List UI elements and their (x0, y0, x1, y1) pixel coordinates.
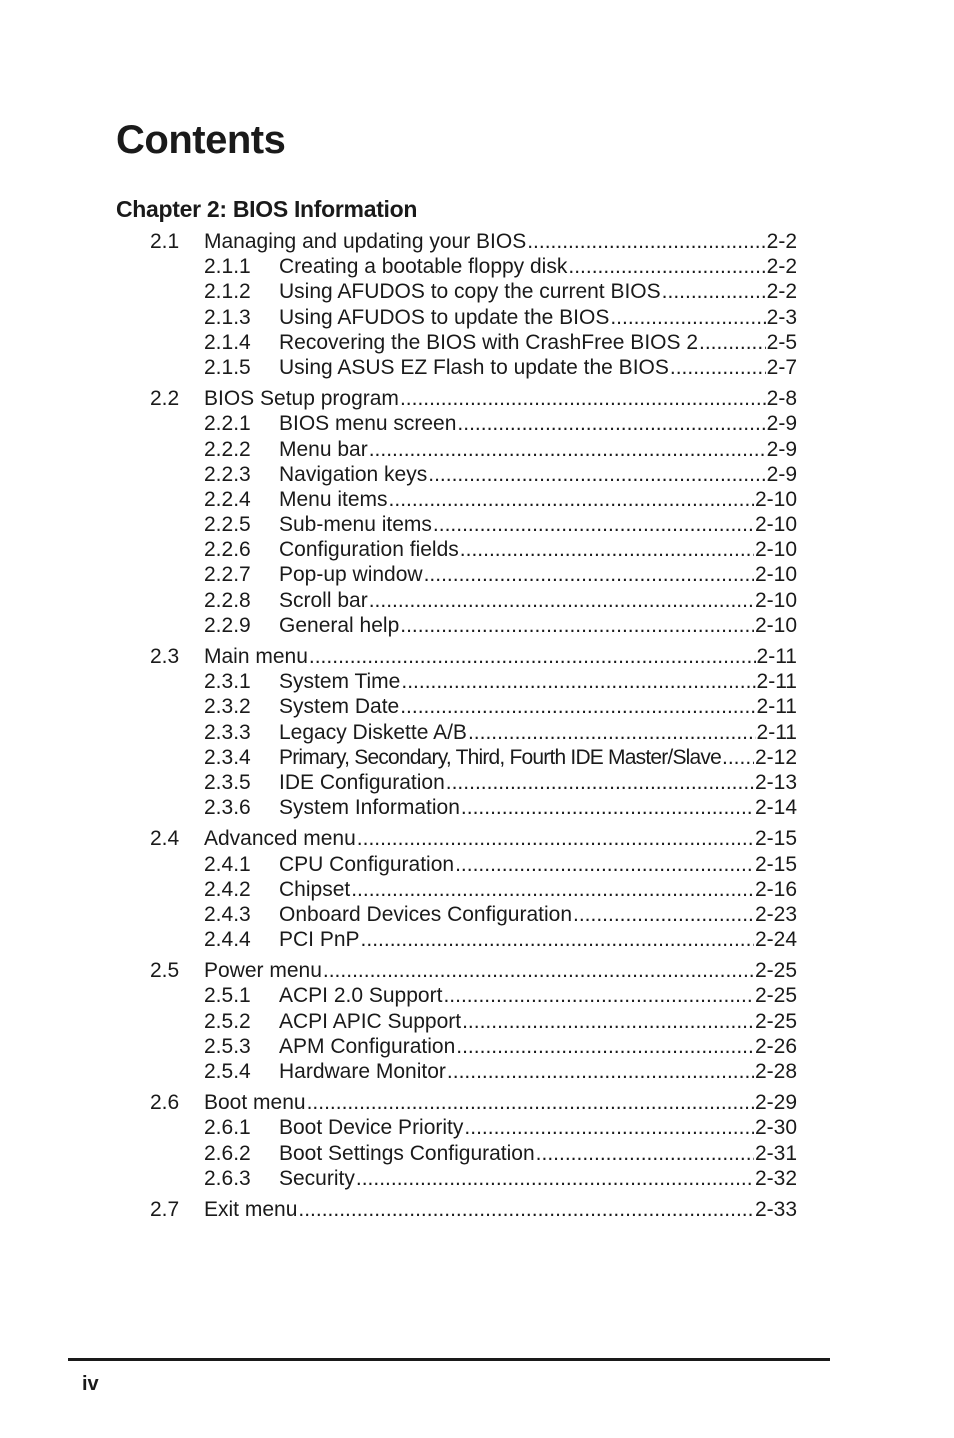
toc-entry-line (279, 462, 797, 487)
toc-subsection-entry[interactable] (0, 795, 954, 820)
toc-subsection-entry[interactable] (0, 852, 954, 877)
toc-entry-line (279, 279, 797, 304)
toc-page-ref: 2-24 (754, 928, 797, 952)
toc-number: 2.3 (150, 645, 180, 668)
toc-label: Primary, Secondary, Third, Fourth IDE Master/Slave (279, 745, 721, 769)
dot-leader (462, 1009, 754, 1034)
toc-subsection-entry[interactable] (0, 588, 954, 613)
toc-entry-line (279, 1059, 797, 1084)
toc-entry-line (279, 254, 797, 279)
toc-label: Main menu (204, 645, 308, 668)
toc-label: Using AFUDOS to copy the current BIOS (279, 280, 661, 304)
toc-number: 2.5.3 (204, 1034, 251, 1058)
toc-label: Legacy Diskette A/B (279, 720, 467, 744)
toc-number: 2.2.5 (204, 513, 251, 537)
toc-label: BIOS Setup program (204, 387, 399, 411)
toc-number: 2.2.2 (204, 437, 251, 461)
toc-subsection-entry[interactable] (0, 770, 954, 795)
toc-section-group (0, 386, 954, 638)
toc-entry-line (279, 694, 797, 719)
toc-entry-line (279, 902, 797, 927)
toc-entry-line (204, 1090, 797, 1115)
toc-page-ref: 2-30 (754, 1116, 797, 1140)
toc-label: Exit menu (204, 1197, 298, 1221)
toc-entry-line (279, 1115, 797, 1140)
dot-leader (361, 927, 754, 952)
toc-subsection-entry[interactable] (0, 512, 954, 537)
toc-subsection-entry[interactable] (0, 902, 954, 927)
toc-entry-line (279, 512, 797, 537)
toc-page-ref: 2-15 (754, 852, 797, 876)
dot-leader (424, 562, 754, 587)
toc-page-ref: 2-12 (754, 745, 797, 769)
toc-number: 2.2.1 (204, 412, 251, 436)
dot-leader (400, 694, 755, 719)
dot-leader (699, 330, 766, 355)
dot-leader (357, 826, 754, 851)
toc-subsection-entry[interactable] (0, 487, 954, 512)
toc-entry-line (279, 795, 797, 820)
toc-entry-line (279, 613, 797, 638)
toc-subsection-entry[interactable] (0, 279, 954, 304)
toc-subsection-entry[interactable] (0, 694, 954, 719)
toc-label: Advanced menu (204, 827, 356, 851)
toc-section-entry[interactable] (0, 229, 954, 254)
toc-page-ref: 2-2 (766, 280, 797, 304)
dot-leader (460, 537, 754, 562)
chapter-heading: Chapter 2: BIOS Information (116, 196, 418, 222)
toc-number: 2.3.1 (204, 670, 251, 694)
toc-number: 2.5.2 (204, 1009, 251, 1033)
toc-entry-line (279, 927, 797, 952)
toc-page-ref: 2-9 (766, 462, 797, 486)
toc-entry-line (279, 720, 797, 745)
toc-number: 2.3.3 (204, 720, 251, 744)
toc-entry-line (279, 588, 797, 613)
toc-label: Menu items (279, 487, 388, 511)
toc-entry-line (279, 745, 797, 770)
dot-leader (670, 355, 766, 380)
footer-rule (68, 1358, 830, 1361)
toc-label: Using ASUS EZ Flash to update the BIOS (279, 355, 669, 379)
toc-entry-line (204, 958, 797, 983)
toc-number: 2.1 (150, 230, 180, 253)
toc-page-ref: 2-8 (766, 387, 797, 411)
toc-number: 2.2 (150, 387, 180, 411)
toc-subsection-entry[interactable] (0, 1034, 954, 1059)
toc-number: 2.6 (150, 1091, 180, 1115)
toc-label: System Information (279, 796, 460, 820)
toc-page-ref: 2-25 (754, 984, 797, 1008)
toc-page-ref: 2-10 (754, 613, 797, 637)
toc-number: 2.1.4 (204, 330, 251, 354)
toc-subsection-entry[interactable] (0, 613, 954, 638)
toc-page-ref: 2-32 (754, 1166, 797, 1190)
toc-label: APM Configuration (279, 1034, 456, 1058)
toc-page-ref: 2-10 (754, 563, 797, 587)
toc-entry-line (279, 487, 797, 512)
toc-page-ref: 2-26 (754, 1034, 797, 1058)
dot-leader (446, 770, 754, 795)
toc-section-group (0, 958, 954, 1084)
toc-subsection-entry[interactable] (0, 305, 954, 330)
toc-number: 2.4.1 (204, 852, 251, 876)
dot-leader (610, 305, 765, 330)
dot-leader (461, 795, 754, 820)
toc-page-ref: 2-10 (754, 588, 797, 612)
toc-subsection-entry[interactable] (0, 1115, 954, 1140)
dot-leader (351, 877, 754, 902)
toc-page-ref: 2-13 (754, 770, 797, 794)
toc-page-ref: 2-11 (756, 695, 797, 719)
toc-subsection-entry[interactable] (0, 562, 954, 587)
toc-subsection-entry[interactable] (0, 254, 954, 279)
toc-subsection-entry[interactable] (0, 1166, 954, 1191)
toc-subsection-entry[interactable] (0, 720, 954, 745)
toc-entry-line (204, 644, 797, 669)
toc-number: 2.3.2 (204, 695, 251, 719)
toc-number: 2.3.4 (204, 745, 251, 769)
toc-subsection-entry[interactable] (0, 983, 954, 1008)
toc-number: 2.4.3 (204, 902, 251, 926)
toc-entry-line (279, 411, 797, 436)
toc-number: 2.3.5 (204, 770, 251, 794)
toc-section-group (0, 229, 954, 380)
toc-page-ref: 2-29 (754, 1091, 797, 1115)
toc-section-entry[interactable] (0, 1197, 954, 1222)
toc-number: 2.5 (150, 959, 180, 983)
toc-page-ref: 2-2 (766, 255, 797, 279)
dot-leader (401, 669, 755, 694)
toc-page-ref: 2-7 (766, 355, 797, 379)
toc-number: 2.7 (150, 1197, 180, 1221)
toc-page-ref: 2-11 (756, 670, 797, 694)
toc-number: 2.1.5 (204, 355, 251, 379)
toc-label: Hardware Monitor (279, 1060, 446, 1083)
toc-page-ref: 2-10 (754, 513, 797, 537)
toc-subsection-entry[interactable] (0, 669, 954, 694)
toc-page-ref: 2-25 (754, 959, 797, 983)
dot-leader (568, 254, 765, 279)
dot-leader (447, 1059, 754, 1084)
toc-entry-line (279, 669, 797, 694)
dot-leader (369, 588, 754, 613)
toc-entry-line (279, 1166, 797, 1191)
toc-subsection-entry[interactable] (0, 411, 954, 436)
dot-leader (400, 613, 754, 638)
dot-leader (457, 411, 765, 436)
toc-section-group (0, 826, 954, 952)
dot-leader (443, 983, 754, 1008)
toc-label: Using AFUDOS to update the BIOS (279, 305, 610, 329)
toc-page-ref: 2-14 (754, 796, 797, 820)
toc-entry-line (279, 983, 797, 1008)
dot-leader (307, 1090, 754, 1115)
toc-entry-line (279, 437, 797, 462)
toc-label: Security (279, 1166, 355, 1190)
toc-label: CPU Configuration (279, 852, 455, 876)
toc-entry-line (279, 305, 797, 330)
toc-entry-line (279, 355, 797, 380)
toc-subsection-entry[interactable] (0, 1009, 954, 1034)
toc-page-ref: 2-33 (754, 1197, 797, 1221)
toc-number: 2.2.4 (204, 487, 251, 511)
toc-section-group (0, 644, 954, 820)
dot-leader (433, 512, 754, 537)
toc-label: Managing and updating your BIOS (204, 230, 527, 253)
toc-subsection-entry[interactable] (0, 927, 954, 952)
toc-label: Pop-up window (279, 563, 423, 587)
toc-label: ACPI 2.0 Support (279, 984, 443, 1008)
toc-number: 2.3.6 (204, 796, 251, 820)
toc-entry-line (279, 537, 797, 562)
toc-label: System Date (279, 695, 400, 719)
toc-number: 2.1.3 (204, 305, 251, 329)
toc-section-group (0, 1090, 954, 1191)
dot-leader (428, 462, 765, 487)
toc-page-ref: 2-23 (754, 902, 797, 926)
toc-number: 2.4 (150, 827, 180, 851)
toc-subsection-entry[interactable] (0, 355, 954, 380)
page-title: Contents (116, 118, 286, 162)
toc-page-ref: 2-2 (766, 230, 797, 253)
toc-label: Boot menu (204, 1091, 306, 1115)
toc-section-entry[interactable] (0, 1090, 954, 1115)
toc-label: Configuration fields (279, 538, 459, 562)
toc-entry-line (204, 826, 797, 851)
dot-leader (722, 745, 754, 770)
toc-entry-line (279, 1034, 797, 1059)
toc-entry-line (279, 562, 797, 587)
toc-subsection-entry[interactable] (0, 330, 954, 355)
dot-leader (369, 437, 766, 462)
toc-label: Navigation keys (279, 462, 428, 486)
dot-leader (527, 229, 765, 254)
toc-label: PCI PnP (279, 928, 360, 952)
toc-section-entry[interactable] (0, 958, 954, 983)
toc-subsection-entry[interactable] (0, 537, 954, 562)
table-of-contents (0, 229, 954, 1228)
toc-subsection-entry[interactable] (0, 1059, 954, 1084)
toc-page-ref: 2-10 (754, 538, 797, 562)
dot-leader (323, 958, 754, 983)
dot-leader (356, 1166, 754, 1191)
toc-label: Boot Device Priority (279, 1116, 464, 1140)
toc-page-ref: 2-11 (756, 720, 797, 744)
toc-label: Recovering the BIOS with CrashFree BIOS 2 (279, 330, 699, 354)
toc-page-ref: 2-16 (754, 877, 797, 901)
toc-page-ref: 2-11 (756, 645, 797, 668)
toc-label: General help (279, 613, 400, 637)
toc-section-group (0, 1197, 954, 1222)
dot-leader (400, 386, 766, 411)
dot-leader (573, 902, 754, 927)
toc-number: 2.6.1 (204, 1116, 251, 1140)
toc-number: 2.5.1 (204, 984, 251, 1008)
toc-entry-line (279, 770, 797, 795)
toc-label: Menu bar (279, 437, 368, 461)
toc-number: 2.2.6 (204, 538, 251, 562)
toc-number: 2.2.3 (204, 462, 251, 486)
toc-page-ref: 2-9 (766, 437, 797, 461)
toc-number: 2.1.2 (204, 280, 251, 304)
toc-subsection-entry[interactable] (0, 1141, 954, 1166)
toc-subsection-entry[interactable] (0, 745, 954, 770)
toc-section-entry[interactable] (0, 826, 954, 851)
toc-entry-line (279, 1141, 797, 1166)
toc-entry-line (279, 852, 797, 877)
toc-number: 2.6.2 (204, 1141, 251, 1165)
toc-label: ACPI APIC Support (279, 1009, 462, 1033)
toc-entry-line (204, 229, 797, 254)
page-number: iv (82, 1373, 99, 1395)
dot-leader (662, 279, 766, 304)
toc-number: 2.4.2 (204, 877, 251, 901)
toc-page-ref: 2-9 (766, 412, 797, 436)
toc-number: 2.4.4 (204, 928, 251, 952)
toc-number: 2.5.4 (204, 1060, 251, 1083)
toc-label: Sub-menu items (279, 513, 432, 537)
toc-subsection-entry[interactable] (0, 437, 954, 462)
toc-page-ref: 2-3 (766, 305, 797, 329)
toc-page-ref: 2-31 (754, 1141, 797, 1165)
toc-entry-line (279, 877, 797, 902)
toc-entry-line (204, 1197, 797, 1222)
toc-subsection-entry[interactable] (0, 877, 954, 902)
toc-number: 2.2.8 (204, 588, 251, 612)
dot-leader (468, 720, 756, 745)
dot-leader (536, 1141, 754, 1166)
toc-section-entry[interactable] (0, 644, 954, 669)
dot-leader (389, 487, 754, 512)
toc-entry-line (279, 330, 797, 355)
toc-subsection-entry[interactable] (0, 462, 954, 487)
toc-page-ref: 2-10 (754, 487, 797, 511)
toc-page-ref: 2-5 (766, 330, 797, 354)
dot-leader (309, 644, 756, 669)
toc-label: Boot Settings Configuration (279, 1141, 535, 1165)
toc-number: 2.6.3 (204, 1166, 251, 1190)
toc-label: Chipset (279, 877, 351, 901)
dot-leader (298, 1197, 754, 1222)
dot-leader (456, 1034, 754, 1059)
toc-number: 2.2.7 (204, 563, 251, 587)
toc-page-ref: 2-28 (754, 1060, 797, 1083)
toc-label: IDE Configuration (279, 770, 445, 794)
toc-label: Creating a bootable floppy disk (279, 255, 568, 279)
toc-number: 2.2.9 (204, 613, 251, 637)
dot-leader (455, 852, 754, 877)
toc-entry-line (204, 386, 797, 411)
toc-page-ref: 2-15 (754, 827, 797, 851)
dot-leader (464, 1115, 754, 1140)
toc-label: Scroll bar (279, 588, 368, 612)
toc-entry-line (279, 1009, 797, 1034)
toc-label: Power menu (204, 959, 322, 983)
toc-page-ref: 2-25 (754, 1009, 797, 1033)
toc-section-entry[interactable] (0, 386, 954, 411)
toc-label: BIOS menu screen (279, 412, 457, 436)
toc-number: 2.1.1 (204, 255, 251, 279)
toc-label: Onboard Devices Configuration (279, 902, 572, 926)
toc-label: System Time (279, 670, 401, 694)
